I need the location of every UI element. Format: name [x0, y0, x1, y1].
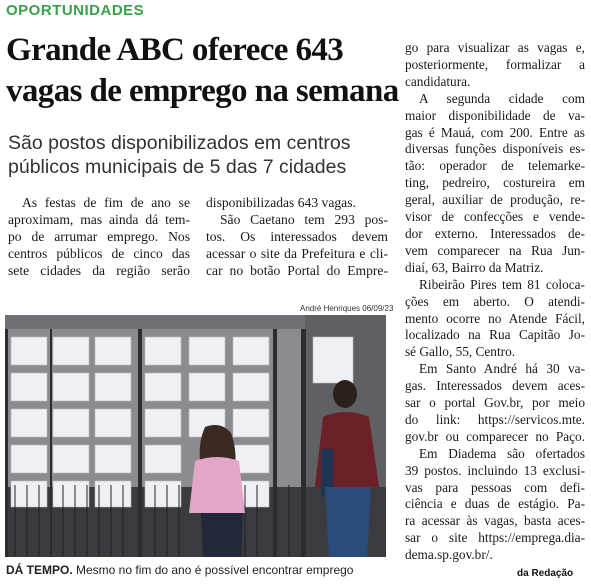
col2-line-1: disponibilizadas 643 vagas.	[206, 195, 356, 210]
col2-line-2: São Caetano tem 293 pos-	[220, 211, 388, 227]
col3-line: geral, auxiliar de produção, re-	[405, 192, 585, 208]
col3-line: diversas funções disponíveis es-	[405, 141, 585, 157]
col3-line: ções em aberto. O atendi-	[405, 293, 585, 309]
col3-line: vem comparecer na Rua Jun-	[405, 242, 585, 258]
col1-line-4: centros públicos de cinco das	[8, 245, 190, 261]
col1-line-2: aproximam, mas ainda dá tem-	[8, 211, 190, 227]
byline: da Redação	[517, 568, 574, 579]
col1-line-3: po de arrumar emprego. Nos	[8, 228, 190, 244]
col3-line: ciência e duas de estágio. Pa-	[405, 496, 585, 512]
subheadline	[8, 131, 403, 179]
col3-line: candidatura.	[405, 73, 471, 89]
subheadline-line-1: São postos disponibilizados em centros	[8, 132, 351, 154]
col3-line: dema.sp.gov.br/.	[405, 547, 493, 563]
col3-line: ting, pedreiro, costureira em	[405, 175, 585, 191]
col3-line: sar o portal Gov.br, por meio	[405, 395, 585, 411]
headline-line-2: vagas de emprego na semana	[6, 73, 399, 109]
col3-line: Em Diadema são ofertados	[419, 445, 585, 461]
col3-line: localizado na Rua Capitão Jo-	[405, 327, 585, 343]
col3-line: visor de confecções e vende-	[405, 209, 585, 225]
col3-line: A segunda cidade com	[419, 90, 585, 106]
headline-line-1: Grande ABC oferece 643	[6, 32, 344, 68]
col3-line: sé Gallo, 55, Centro.	[405, 344, 516, 360]
col2-line-3: tos. Os interessados devem	[206, 228, 388, 244]
article-column-2	[206, 195, 388, 280]
caption-text: Mesmo no fim do ano é possível encontrar emprego	[72, 563, 354, 577]
col3-line: tão: operador de telemarke-	[405, 158, 585, 174]
col3-line: gas é Mauá, com 200. Entre as	[405, 124, 585, 140]
col2-line-4: acessar o site da Prefeitura e cli-	[206, 245, 388, 261]
headline	[6, 30, 401, 112]
col3-line: do link: https://servicos.mte.	[405, 411, 585, 427]
article-column-1	[8, 195, 190, 280]
caption-lead: DÁ TEMPO.	[6, 563, 73, 577]
col3-line: posteriormente, formalizar a	[405, 56, 585, 72]
col3-line: go para visualizar as vagas e,	[405, 40, 585, 55]
subheadline-line-2: públicos municipais de 5 das 7 cidades	[8, 156, 347, 178]
col3-line: mento ocorre no Atende Fácil,	[405, 310, 585, 326]
photo-credit: André Henriques 06/09/23	[300, 304, 394, 313]
col3-line: gov.br ou comparecer no Paço.	[405, 428, 585, 444]
col3-line: maior disponibilidade de va-	[405, 107, 585, 123]
col1-line-1: As festas de fim de ano se	[22, 195, 190, 210]
col3-line: gas. Interessados devem aces-	[405, 378, 585, 394]
col2-line-5: car no botão Portal do Empre-	[206, 262, 388, 278]
col3-line: ra acessar às vagas, basta aces-	[405, 513, 585, 529]
col3-line: dor externo. Interessados de-	[405, 225, 585, 241]
col3-line: sar o site https://emprega.dia-	[405, 530, 585, 546]
news-photo	[5, 315, 386, 557]
col3-line: Ribeirão Pires tem 81 coloca-	[419, 276, 585, 292]
col3-line: 39 postos. incluindo 13 exclusi-	[405, 462, 585, 478]
article-column-3	[405, 40, 585, 564]
photo-caption	[6, 563, 353, 577]
col1-line-5: sete cidades da região serão	[8, 262, 190, 278]
col3-line: vas para pessoas com defi-	[405, 479, 585, 495]
col3-line: diaí, 63, Bairro da Matriz.	[405, 259, 544, 275]
photo-illustration	[5, 315, 386, 557]
section-kicker: OPORTUNIDADES	[6, 2, 145, 19]
col3-line: Em Santo André há 30 va-	[419, 361, 585, 377]
